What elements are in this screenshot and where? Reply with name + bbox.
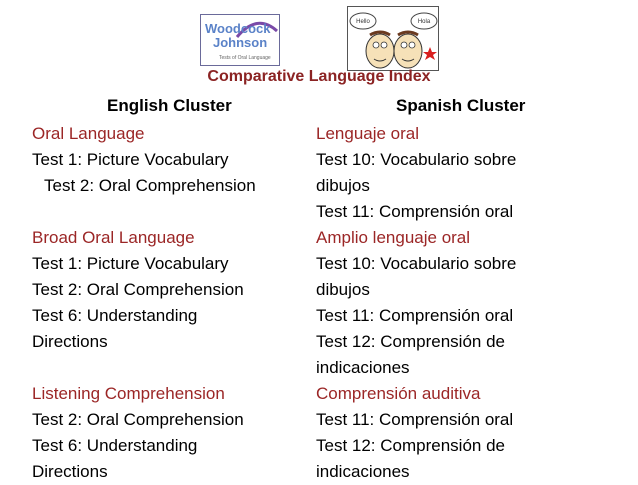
test-line: indicaciones — [316, 462, 410, 481]
cluster-name: Broad Oral Language — [32, 228, 195, 247]
test-line — [32, 355, 302, 381]
english-cluster-column — [32, 121, 302, 485]
test-line: Directions — [32, 462, 108, 481]
test-line: dibujos — [316, 280, 370, 299]
test-line: Test 11: Comprensión oral — [316, 410, 514, 429]
cluster-name: Amplio lenguaje oral — [316, 228, 471, 247]
woodcock-johnson-logo — [200, 14, 280, 66]
cluster-name: Listening Comprehension — [32, 384, 225, 403]
cluster-name: Lenguaje oral — [316, 124, 420, 143]
test-line: Test 2: Oral Comprehension — [44, 176, 256, 195]
cluster-name: Comprensión auditiva — [316, 384, 481, 403]
logo-text-line2: Johnson — [213, 35, 268, 50]
page-title: Comparative Language Index — [207, 68, 431, 85]
test-line: Test 6: Understanding — [32, 436, 198, 455]
test-line — [32, 199, 302, 225]
bilingual-faces-illustration — [347, 6, 439, 71]
test-line: Test 1: Picture Vocabulary — [32, 254, 229, 273]
logo-subtitle: Tests of Oral Language — [219, 55, 271, 61]
test-line: Test 11: Comprensión oral — [316, 306, 514, 325]
test-line: indicaciones — [316, 358, 410, 377]
test-line: Test 2: Oral Comprehension — [32, 280, 244, 299]
spanish-cluster-header: Spanish Cluster — [396, 96, 526, 115]
cluster-name: Oral Language — [32, 124, 145, 143]
logo-text-line1: Woodcock — [205, 21, 271, 36]
english-cluster-header: English Cluster — [107, 96, 232, 115]
bubble-left-text: Hello — [356, 19, 370, 25]
test-line: dibujos — [316, 176, 370, 195]
test-line: Directions — [32, 332, 108, 351]
test-line: Test 11: Comprensión oral — [316, 202, 514, 221]
spanish-cluster-column — [316, 121, 616, 485]
test-line: Test 6: Understanding — [32, 306, 198, 325]
test-line: Test 10: Vocabulario sobre — [316, 254, 517, 273]
test-line: Test 12: Comprensión de — [316, 436, 505, 455]
faces-icon — [348, 7, 439, 71]
test-line: Test 10: Vocabulario sobre — [316, 150, 517, 169]
test-line: Test 2: Oral Comprehension — [32, 410, 244, 429]
bubble-right-text: Hola — [417, 19, 431, 25]
test-line: Test 12: Comprensión de — [316, 332, 505, 351]
test-line: Test 1: Picture Vocabulary — [32, 150, 229, 169]
